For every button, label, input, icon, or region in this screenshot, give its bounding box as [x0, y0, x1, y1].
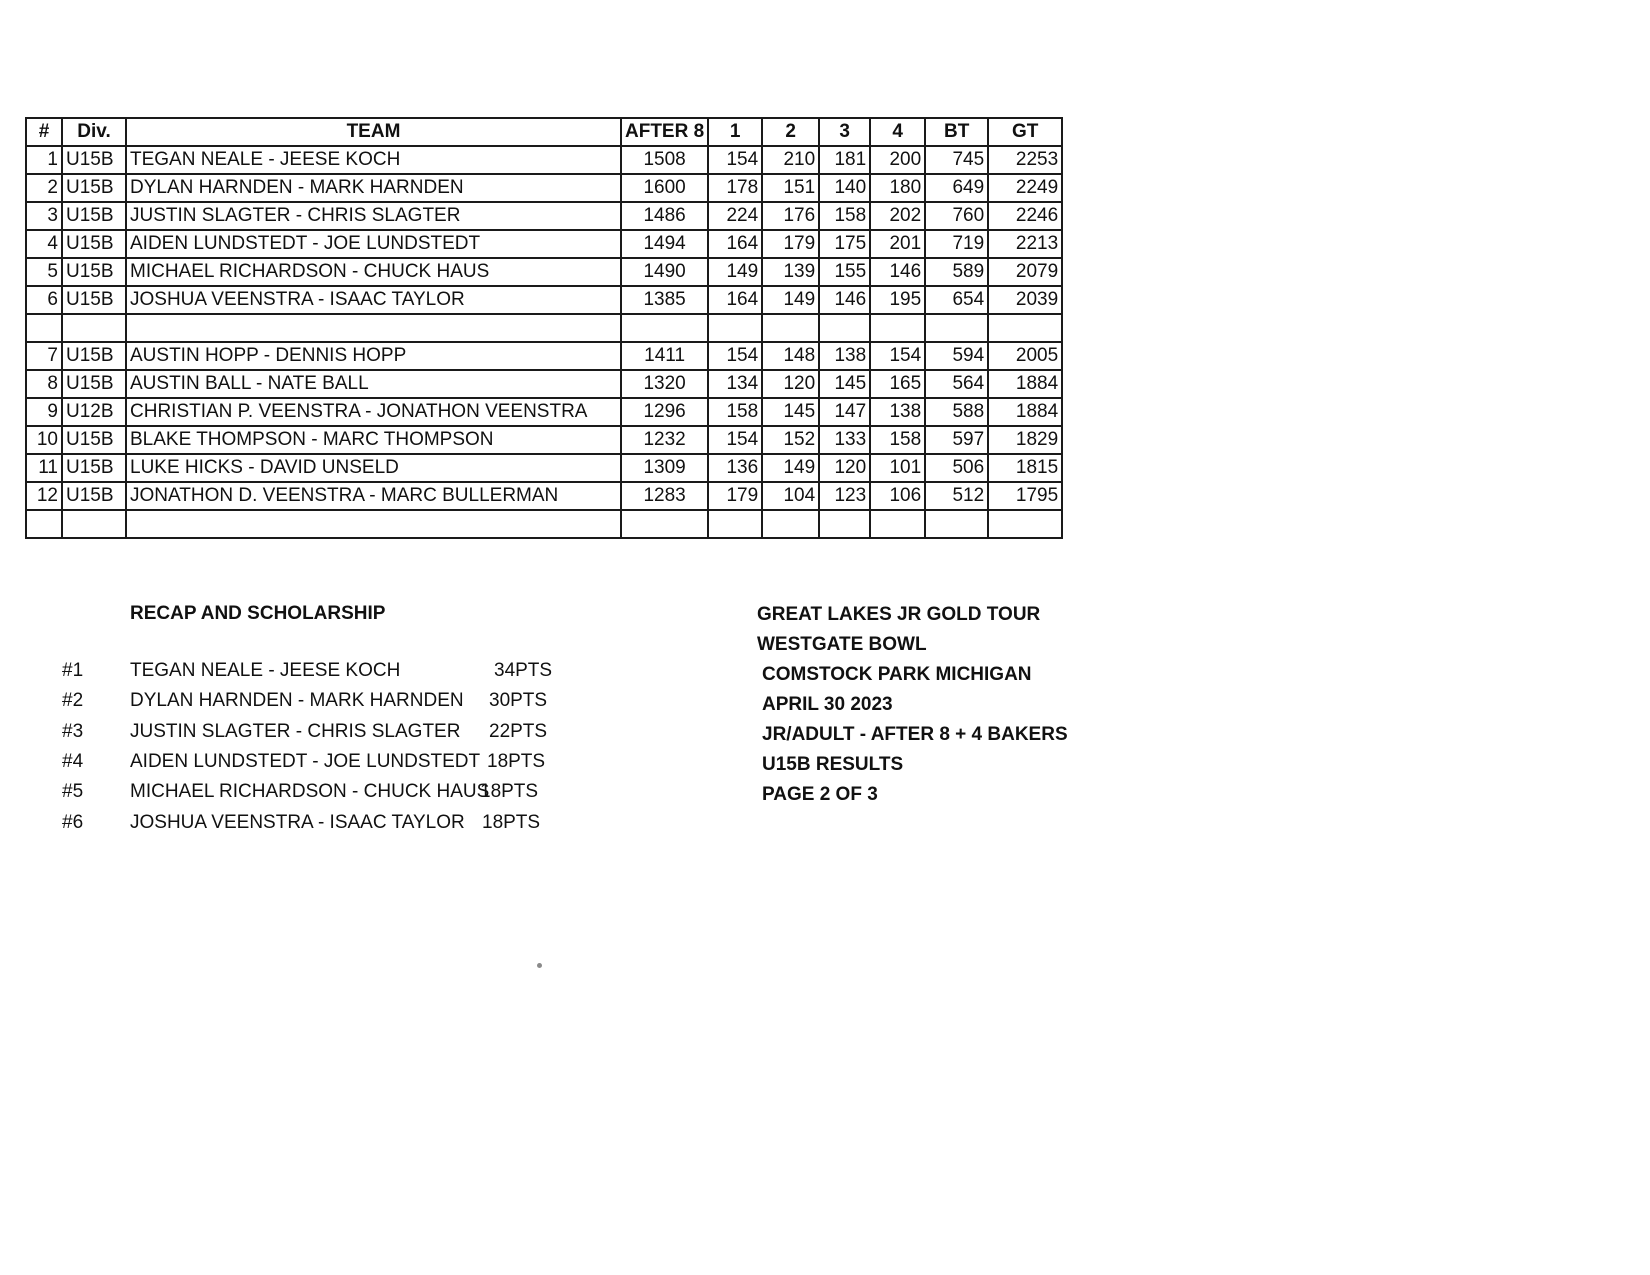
- cell-gt: 1829: [988, 426, 1062, 454]
- cell-game2: 120: [762, 370, 819, 398]
- recap-team: TEGAN NEALE - JEESE KOCH: [130, 660, 401, 681]
- table-row: [26, 230, 1062, 258]
- cell-game2: 210: [762, 146, 819, 174]
- blank-row: [26, 314, 1062, 342]
- recap-team: JUSTIN SLAGTER - CHRIS SLAGTER: [130, 720, 461, 742]
- header-div: Div.: [62, 118, 126, 146]
- cell-game3: 181: [819, 146, 870, 174]
- cell-bt: 597: [925, 426, 988, 454]
- cell-game3: 155: [819, 258, 870, 286]
- cell-after8: 1411: [621, 342, 708, 370]
- cell-game1: 154: [708, 146, 762, 174]
- cell-gt: 2039: [988, 286, 1062, 314]
- recap-points: 22PTS: [489, 720, 548, 742]
- cell-game2: 149: [762, 286, 819, 314]
- cell-after8: 1508: [621, 146, 708, 174]
- cell-game4: 201: [870, 230, 925, 258]
- cell-rank: 3: [26, 202, 62, 230]
- recap-points: 18PTS: [482, 811, 541, 833]
- cell-game4: 165: [870, 370, 925, 398]
- cell-rank: 2: [26, 174, 62, 202]
- cell-game3: 175: [819, 230, 870, 258]
- cell-game2: 145: [762, 398, 819, 426]
- cell-after8: 1486: [621, 202, 708, 230]
- cell-game3: 158: [819, 202, 870, 230]
- recap-title: RECAP AND SCHOLARSHIP: [130, 603, 386, 624]
- cell-game1: 164: [708, 230, 762, 258]
- cell-bt: 760: [925, 202, 988, 230]
- recap-rank: #5: [62, 781, 84, 803]
- cell-game4: 200: [870, 146, 925, 174]
- cell-rank: 6: [26, 286, 62, 314]
- blank-row: [26, 510, 1062, 538]
- table-row: [26, 454, 1062, 482]
- table-row: [26, 174, 1062, 202]
- header-game1: 1: [708, 118, 762, 146]
- cell-game4: 158: [870, 426, 925, 454]
- table-row: [26, 286, 1062, 314]
- cell-div: U15B: [62, 174, 126, 202]
- cell-game2: 179: [762, 230, 819, 258]
- recap-rank: #4: [62, 750, 84, 772]
- scan-speck: [537, 963, 542, 968]
- cell-rank: 4: [26, 230, 62, 258]
- cell-team: CHRISTIAN P. VEENSTRA - JONATHON VEENSTRA: [126, 398, 621, 426]
- cell-after8: 1309: [621, 454, 708, 482]
- event-date: APRIL 30 2023: [762, 694, 893, 715]
- recap-points: 34PTS: [494, 660, 553, 681]
- cell-div: U15B: [62, 426, 126, 454]
- group2-rows: [26, 342, 1062, 510]
- cell-game2: 104: [762, 482, 819, 510]
- cell-bt: 589: [925, 258, 988, 286]
- cell-div: U15B: [62, 146, 126, 174]
- cell-game3: 138: [819, 342, 870, 370]
- cell-game2: 148: [762, 342, 819, 370]
- recap-team: DYLAN HARNDEN - MARK HARNDEN: [130, 690, 464, 712]
- cell-rank: 12: [26, 482, 62, 510]
- cell-team: JONATHON D. VEENSTRA - MARC BULLERMAN: [126, 482, 621, 510]
- cell-after8: 1385: [621, 286, 708, 314]
- cell-bt: 719: [925, 230, 988, 258]
- event-page: PAGE 2 OF 3: [762, 784, 878, 805]
- cell-div: U15B: [62, 342, 126, 370]
- results-table: [25, 117, 1063, 539]
- recap-rank: #3: [62, 720, 84, 742]
- cell-div: U15B: [62, 202, 126, 230]
- cell-after8: 1232: [621, 426, 708, 454]
- cell-after8: 1600: [621, 174, 708, 202]
- event-tour: GREAT LAKES JR GOLD TOUR: [757, 604, 1041, 625]
- cell-div: U12B: [62, 398, 126, 426]
- cell-game4: 146: [870, 258, 925, 286]
- cell-rank: 10: [26, 426, 62, 454]
- separator-group: [26, 314, 1062, 342]
- cell-gt: 1795: [988, 482, 1062, 510]
- cell-bt: 649: [925, 174, 988, 202]
- cell-game1: 154: [708, 342, 762, 370]
- cell-div: U15B: [62, 230, 126, 258]
- header-bt: BT: [925, 118, 988, 146]
- recap-rank: #2: [62, 690, 84, 712]
- cell-bt: 506: [925, 454, 988, 482]
- cell-team: JUSTIN SLAGTER - CHRIS SLAGTER: [126, 202, 621, 230]
- cell-game4: 101: [870, 454, 925, 482]
- cell-bt: 512: [925, 482, 988, 510]
- cell-game4: 195: [870, 286, 925, 314]
- table-row: [26, 398, 1062, 426]
- event-results: U15B RESULTS: [762, 754, 904, 775]
- recap-points: 18PTS: [487, 750, 546, 772]
- cell-rank: 5: [26, 258, 62, 286]
- cell-game1: 154: [708, 426, 762, 454]
- cell-bt: 594: [925, 342, 988, 370]
- header-game2: 2: [762, 118, 819, 146]
- cell-bt: 564: [925, 370, 988, 398]
- recap-rank: #1: [62, 660, 84, 681]
- cell-game2: 139: [762, 258, 819, 286]
- cell-gt: 1884: [988, 370, 1062, 398]
- cell-div: U15B: [62, 454, 126, 482]
- cell-gt: 1884: [988, 398, 1062, 426]
- cell-team: TEGAN NEALE - JEESE KOCH: [126, 146, 621, 174]
- table-row: [26, 146, 1062, 174]
- cell-game3: 120: [819, 454, 870, 482]
- cell-game2: 176: [762, 202, 819, 230]
- cell-game1: 224: [708, 202, 762, 230]
- cell-div: U15B: [62, 482, 126, 510]
- cell-bt: 745: [925, 146, 988, 174]
- cell-gt: 2079: [988, 258, 1062, 286]
- cell-after8: 1283: [621, 482, 708, 510]
- cell-game1: 149: [708, 258, 762, 286]
- cell-game2: 151: [762, 174, 819, 202]
- cell-game3: 140: [819, 174, 870, 202]
- cell-game3: 146: [819, 286, 870, 314]
- event-venue: WESTGATE BOWL: [757, 634, 927, 655]
- cell-game4: 138: [870, 398, 925, 426]
- group1-rows: [26, 146, 1062, 314]
- recap-team: JOSHUA VEENSTRA - ISAAC TAYLOR: [130, 811, 465, 833]
- cell-game4: 202: [870, 202, 925, 230]
- cell-team: DYLAN HARNDEN - MARK HARNDEN: [126, 174, 621, 202]
- table-row: [26, 202, 1062, 230]
- recap-points: 18PTS: [480, 781, 539, 803]
- recap-points: 30PTS: [489, 690, 548, 712]
- trailing-group: [26, 510, 1062, 538]
- table-row: [26, 370, 1062, 398]
- cell-after8: 1494: [621, 230, 708, 258]
- cell-rank: 7: [26, 342, 62, 370]
- header-gt: GT: [988, 118, 1062, 146]
- header-game3: 3: [819, 118, 870, 146]
- header-row: [26, 118, 1062, 146]
- cell-team: AUSTIN BALL - NATE BALL: [126, 370, 621, 398]
- cell-bt: 654: [925, 286, 988, 314]
- cell-gt: 2246: [988, 202, 1062, 230]
- cell-game4: 180: [870, 174, 925, 202]
- header-rank: #: [26, 118, 62, 146]
- table-row: [26, 258, 1062, 286]
- cell-team: JOSHUA VEENSTRA - ISAAC TAYLOR: [126, 286, 621, 314]
- cell-team: AIDEN LUNDSTEDT - JOE LUNDSTEDT: [126, 230, 621, 258]
- cell-after8: 1320: [621, 370, 708, 398]
- event-location: COMSTOCK PARK MICHIGAN: [762, 664, 1032, 685]
- cell-after8: 1490: [621, 258, 708, 286]
- recap-team: MICHAEL RICHARDSON - CHUCK HAUS: [130, 781, 490, 803]
- event-format: JR/ADULT - AFTER 8 + 4 BAKERS: [762, 724, 1068, 745]
- table-row: [26, 342, 1062, 370]
- cell-div: U15B: [62, 370, 126, 398]
- recap-rank: #6: [62, 811, 84, 833]
- cell-game1: 164: [708, 286, 762, 314]
- table-row: [26, 482, 1062, 510]
- cell-gt: 2249: [988, 174, 1062, 202]
- cell-game1: 134: [708, 370, 762, 398]
- cell-gt: 2213: [988, 230, 1062, 258]
- header-after8: AFTER 8: [621, 118, 708, 146]
- cell-game2: 152: [762, 426, 819, 454]
- cell-div: U15B: [62, 286, 126, 314]
- cell-team: AUSTIN HOPP - DENNIS HOPP: [126, 342, 621, 370]
- cell-gt: 1815: [988, 454, 1062, 482]
- header-team: TEAM: [126, 118, 621, 146]
- cell-game3: 145: [819, 370, 870, 398]
- cell-game1: 136: [708, 454, 762, 482]
- cell-game1: 158: [708, 398, 762, 426]
- cell-game1: 178: [708, 174, 762, 202]
- cell-gt: 2005: [988, 342, 1062, 370]
- header-game4: 4: [870, 118, 925, 146]
- cell-rank: 11: [26, 454, 62, 482]
- cell-team: MICHAEL RICHARDSON - CHUCK HAUS: [126, 258, 621, 286]
- cell-div: U15B: [62, 258, 126, 286]
- cell-rank: 8: [26, 370, 62, 398]
- cell-game2: 149: [762, 454, 819, 482]
- cell-rank: 1: [26, 146, 62, 174]
- cell-bt: 588: [925, 398, 988, 426]
- cell-game1: 179: [708, 482, 762, 510]
- cell-game3: 147: [819, 398, 870, 426]
- cell-game3: 133: [819, 426, 870, 454]
- cell-rank: 9: [26, 398, 62, 426]
- recap-team: AIDEN LUNDSTEDT - JOE LUNDSTEDT: [130, 750, 481, 772]
- cell-after8: 1296: [621, 398, 708, 426]
- cell-team: LUKE HICKS - DAVID UNSELD: [126, 454, 621, 482]
- cell-game4: 106: [870, 482, 925, 510]
- table-row: [26, 426, 1062, 454]
- cell-team: BLAKE THOMPSON - MARC THOMPSON: [126, 426, 621, 454]
- cell-game3: 123: [819, 482, 870, 510]
- cell-gt: 2253: [988, 146, 1062, 174]
- cell-game4: 154: [870, 342, 925, 370]
